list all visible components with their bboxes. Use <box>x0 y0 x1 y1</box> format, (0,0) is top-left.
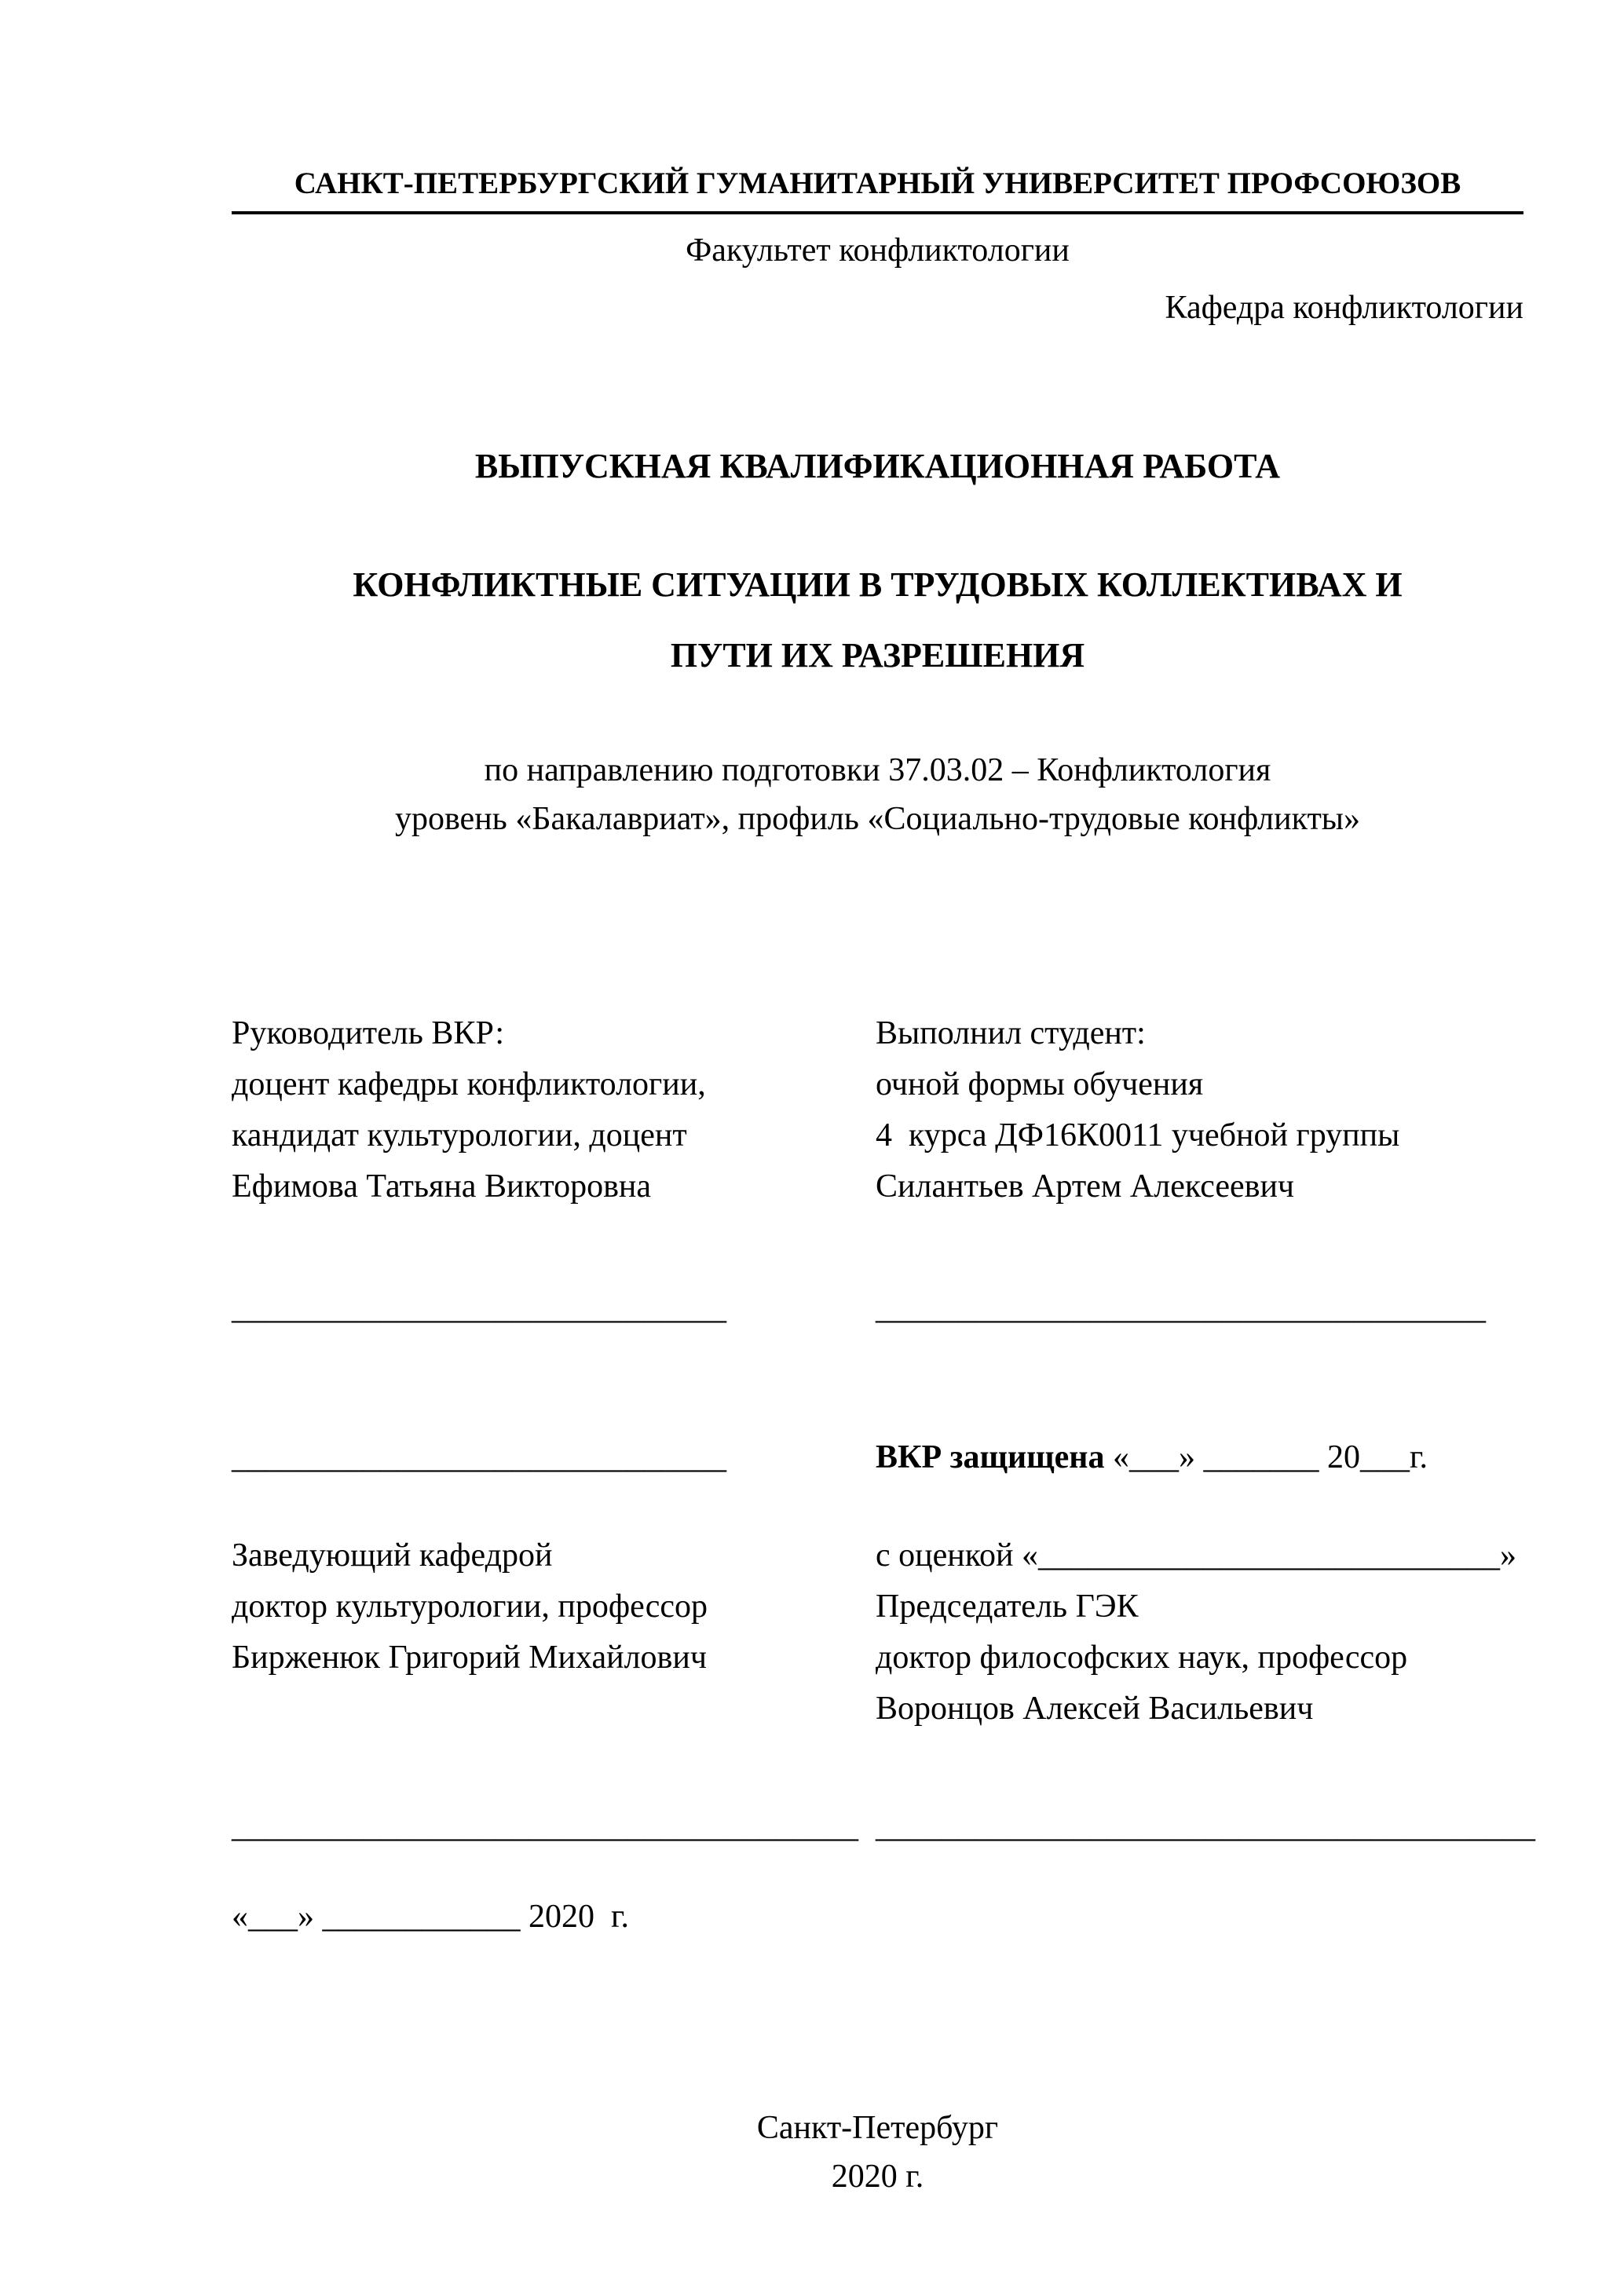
supervisor-block <box>232 1008 876 1212</box>
date-line: «___» ____________ 2020 г. <box>232 1899 629 1936</box>
program-block <box>232 746 1523 843</box>
student-name: Силантьев Артем Алексеевич <box>876 1168 1295 1205</box>
committee-chair-label: Председатель ГЭК <box>876 1589 1139 1625</box>
signature-row-3 <box>232 1801 1535 1852</box>
department-head-label: Заведующий кафедрой <box>232 1537 553 1574</box>
thesis-title-line1: КОНФЛИКТНЫЕ СИТУАЦИИ В ТРУДОВЫХ КОЛЛЕКТИВАХ И <box>353 565 1403 605</box>
committee-chair-position: доктор философских наук, профессор <box>876 1640 1408 1676</box>
date-row <box>232 1892 1523 1943</box>
student-block <box>876 1008 1523 1212</box>
department-head-signature-line: ______________________________________ <box>232 1808 858 1845</box>
university-name: САНКТ-ПЕТЕРБУРГСКИЙ ГУМАНИТАРНЫЙ УНИВЕРСИТЕТ ПРОФСОЮЗОВ <box>232 165 1523 214</box>
program-line: по направлению подготовки 37.03.02 – Конфликтология <box>484 752 1271 789</box>
head-signature-upper-line: ______________________________ <box>232 1439 726 1476</box>
signature-row-1 <box>232 1283 1523 1334</box>
people-row <box>232 1008 1523 1212</box>
work-type-heading: ВЫПУСКНАЯ КВАЛИФИКАЦИОННАЯ РАБОТА <box>474 446 1281 485</box>
supervisor-position-line2: кандидат культурологии, доцент <box>232 1117 687 1154</box>
student-group-line: 4 курса ДФ16К0011 учебной группы <box>876 1117 1400 1154</box>
thesis-title <box>232 550 1523 691</box>
level-line: уровень «Бакалавриат», профиль «Социально-трудовые конфликты» <box>394 801 1361 838</box>
city-line: Санкт-Петербург <box>756 2110 999 2147</box>
signature-row-2 <box>232 1432 1523 1483</box>
department-head-block <box>232 1530 876 1735</box>
department-head-name: Бирженюк Григорий Михайлович <box>232 1640 707 1676</box>
student-signature-line: _____________________________________ <box>876 1290 1486 1327</box>
faculty-name: Факультет конфликтологии <box>686 232 1070 269</box>
defended-label: ВКР защищена <box>876 1439 1105 1476</box>
grade-line: с оценкой «____________________________» <box>876 1537 1516 1574</box>
footer-block <box>232 2104 1523 2201</box>
committee-chair-signature-line: ________________________________________ <box>876 1808 1535 1845</box>
department-name: Кафедра конфликтологии <box>1165 289 1523 326</box>
committee-chair-block <box>876 1530 1523 1735</box>
defended-blanks: «___» _______ 20___г. <box>1112 1439 1428 1476</box>
student-label: Выполнил студент: <box>876 1015 1146 1052</box>
year-line: 2020 г. <box>831 2159 924 2195</box>
thesis-title-line2: ПУТИ ИХ РАЗРЕШЕНИЯ <box>670 636 1085 675</box>
department-head-position: доктор культурологии, профессор <box>232 1589 708 1625</box>
defense-date-line <box>876 1432 1523 1483</box>
supervisor-label: Руководитель ВКР: <box>232 1015 505 1052</box>
date-row-spacer <box>876 1892 1523 1943</box>
committee-chair-name: Воронцов Алексей Васильевич <box>876 1691 1314 1727</box>
supervisor-name: Ефимова Татьяна Викторовна <box>232 1168 652 1205</box>
supervisor-signature-line: ______________________________ <box>232 1290 726 1327</box>
supervisor-position-line1: доцент кафедры конфликтологии, <box>232 1066 706 1103</box>
officials-row <box>232 1530 1523 1735</box>
student-form-line: очной формы обучения <box>876 1066 1204 1103</box>
signature-section <box>232 1008 1535 1943</box>
